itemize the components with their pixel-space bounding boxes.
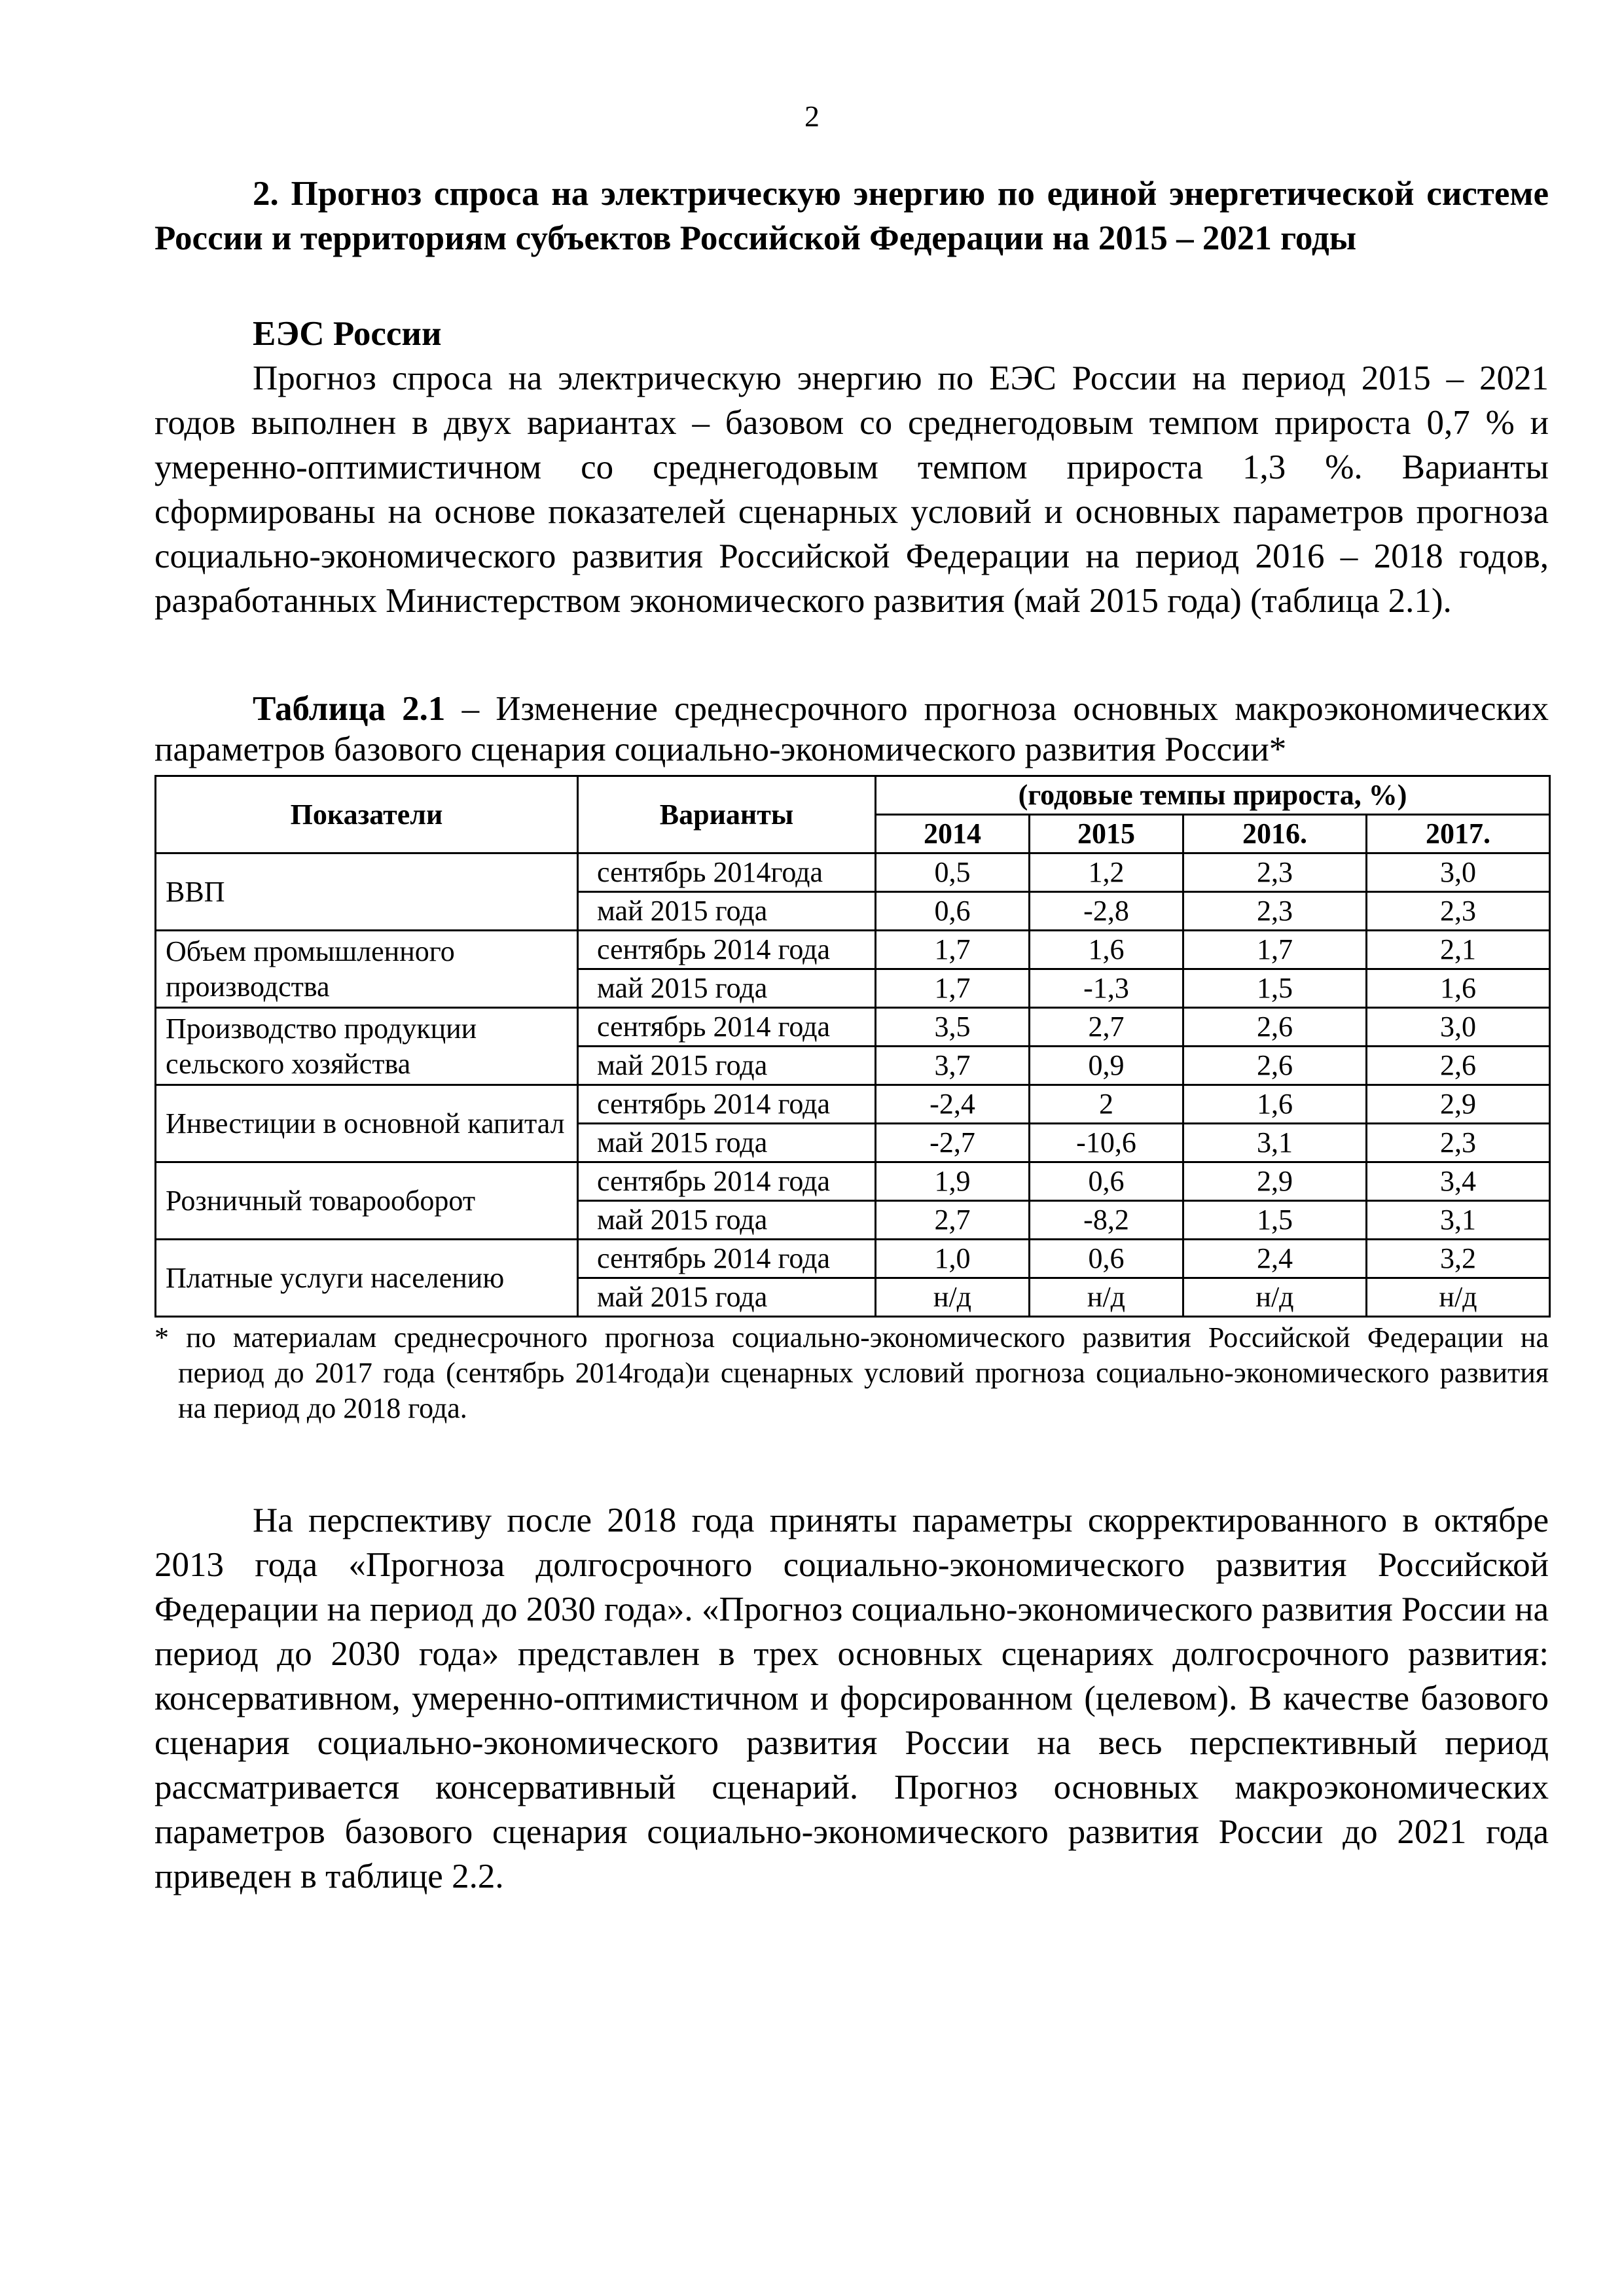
value-cell: -1,3: [1030, 969, 1183, 1008]
value-cell: 2,7: [876, 1201, 1030, 1240]
header-year: 2016.: [1183, 815, 1367, 853]
paragraph-2: На перспективу после 2018 года приняты параметры скорректированного в октябре 2013 года «Прогноза долгосрочного социально-экономического развития Российской Федерации на период до 2030 года». «Прогноз социально-экономического развития России на период до 2030 года» представлен в трех основных сценариях долгосрочного развития: консервативном, умеренно-оптимистичном и форсированном (целевом). В качестве базового сценария социально-экономического развития России на весь перспективный период рассматривается консервативный сценарий. Прогноз основных макроэкономических параметров базового сценария социально-экономического развития России до 2021 года приведен в таблице 2.2.: [154, 1501, 1549, 1895]
variant-cell: май 2015 года: [578, 1201, 876, 1240]
variant-cell: май 2015 года: [578, 969, 876, 1008]
value-cell: 2,7: [1030, 1008, 1183, 1047]
value-cell: 1,7: [876, 969, 1030, 1008]
value-cell: -8,2: [1030, 1201, 1183, 1240]
value-cell: н/д: [1183, 1278, 1367, 1317]
value-cell: 3,1: [1367, 1201, 1550, 1240]
value-cell: 1,2: [1030, 853, 1183, 892]
value-cell: 1,9: [876, 1162, 1030, 1201]
header-variant: Варианты: [578, 776, 876, 853]
indicator-cell: Розничный товарооборот: [156, 1162, 578, 1240]
value-cell: 2,6: [1183, 1008, 1367, 1047]
value-cell: 1,6: [1183, 1085, 1367, 1124]
macro-parameters-table: [154, 775, 1551, 1318]
indicator-cell: Платные услуги населению: [156, 1240, 578, 1317]
value-cell: 1,6: [1367, 969, 1550, 1008]
header-group: (годовые темпы прироста, %): [876, 776, 1550, 815]
value-cell: 1,0: [876, 1240, 1030, 1278]
value-cell: 3,0: [1367, 853, 1550, 892]
variant-cell: сентябрь 2014 года: [578, 1240, 876, 1278]
variant-cell: сентябрь 2014 года: [578, 931, 876, 969]
table-caption-text: – Изменение среднесрочного прогноза основных макроэкономических параметров базового сценария социально-экономического развития России*: [154, 690, 1549, 768]
table-footnote: * по материалам среднесрочного прогноза социально-экономического развития Российской Федерации на период до 2017 года (сентябрь 2014года)и сценарных условий прогноза социально-экономического развития на период до 2018 года.: [154, 1321, 1549, 1424]
table-caption-label: Таблица 2.1: [253, 690, 446, 728]
page-number: 2: [804, 99, 820, 133]
section-title: 2. Прогноз спроса на электрическую энергию по единой энергетической системе России и территориям субъектов Российской Федерации на 2015 – 2021 годы: [154, 175, 1549, 257]
value-cell: 2,3: [1183, 853, 1367, 892]
variant-cell: сентябрь 2014 года: [578, 1008, 876, 1047]
table-row: [156, 1240, 1550, 1278]
value-cell: 1,5: [1183, 1201, 1367, 1240]
value-cell: 3,2: [1367, 1240, 1550, 1278]
header-indicator: Показатели: [156, 776, 578, 853]
table-row: [156, 1162, 1550, 1201]
variant-cell: сентябрь 2014 года: [578, 1162, 876, 1201]
value-cell: 3,5: [876, 1008, 1030, 1047]
table-row: [156, 853, 1550, 892]
value-cell: 3,0: [1367, 1008, 1550, 1047]
value-cell: 2: [1030, 1085, 1183, 1124]
variant-cell: сентябрь 2014 года: [578, 1085, 876, 1124]
value-cell: 0,9: [1030, 1047, 1183, 1085]
value-cell: 2,3: [1367, 1124, 1550, 1162]
value-cell: 2,3: [1183, 892, 1367, 931]
table-row: [156, 1085, 1550, 1124]
value-cell: н/д: [876, 1278, 1030, 1317]
table-caption: [154, 689, 1549, 770]
header-year: 2015: [1030, 815, 1183, 853]
indicator-cell: Производство продукции сельского хозяйства: [156, 1008, 578, 1085]
value-cell: 2,6: [1183, 1047, 1367, 1085]
table-header-row: [156, 776, 1550, 815]
value-cell: 1,7: [1183, 931, 1367, 969]
value-cell: н/д: [1030, 1278, 1183, 1317]
value-cell: 1,7: [876, 931, 1030, 969]
variant-cell: май 2015 года: [578, 1047, 876, 1085]
value-cell: 2,1: [1367, 931, 1550, 969]
variant-cell: май 2015 года: [578, 1124, 876, 1162]
subheading: ЕЭС России: [253, 315, 442, 353]
indicator-cell: Объем промышленного производства: [156, 931, 578, 1008]
value-cell: 0,6: [1030, 1162, 1183, 1201]
value-cell: 2,9: [1183, 1162, 1367, 1201]
value-cell: 2,3: [1367, 892, 1550, 931]
paragraph-1: Прогноз спроса на электрическую энергию по ЕЭС России на период 2015 – 2021 годов выполнен в двух вариантах – базовом со среднегодовым темпом прироста 0,7 % и умеренно-оптимистичном со среднегодовым темпом прироста 1,3 %. Варианты сформированы на основе показателей сценарных условий и основных параметров прогноза социально-экономического развития Российской Федерации на период 2016 – 2018 годов, разработанных Министерством экономического развития (май 2015 года) (таблица 2.1).: [154, 359, 1549, 620]
variant-cell: май 2015 года: [578, 892, 876, 931]
table-row: [156, 1008, 1550, 1047]
page-content: [154, 171, 1549, 1899]
header-year: 2017.: [1367, 815, 1550, 853]
header-year: 2014: [876, 815, 1030, 853]
value-cell: -2,4: [876, 1085, 1030, 1124]
value-cell: -10,6: [1030, 1124, 1183, 1162]
table-row: [156, 931, 1550, 969]
value-cell: 1,5: [1183, 969, 1367, 1008]
variant-cell: сентябрь 2014года: [578, 853, 876, 892]
indicator-cell: ВВП: [156, 853, 578, 931]
value-cell: 3,1: [1183, 1124, 1367, 1162]
value-cell: 2,9: [1367, 1085, 1550, 1124]
value-cell: 2,4: [1183, 1240, 1367, 1278]
value-cell: 0,6: [876, 892, 1030, 931]
value-cell: 1,6: [1030, 931, 1183, 969]
value-cell: -2,8: [1030, 892, 1183, 931]
value-cell: 3,4: [1367, 1162, 1550, 1201]
value-cell: 0,6: [1030, 1240, 1183, 1278]
value-cell: 2,6: [1367, 1047, 1550, 1085]
value-cell: 0,5: [876, 853, 1030, 892]
value-cell: н/д: [1367, 1278, 1550, 1317]
indicator-cell: Инвестиции в основной капитал: [156, 1085, 578, 1162]
value-cell: -2,7: [876, 1124, 1030, 1162]
value-cell: 3,7: [876, 1047, 1030, 1085]
variant-cell: май 2015 года: [578, 1278, 876, 1317]
